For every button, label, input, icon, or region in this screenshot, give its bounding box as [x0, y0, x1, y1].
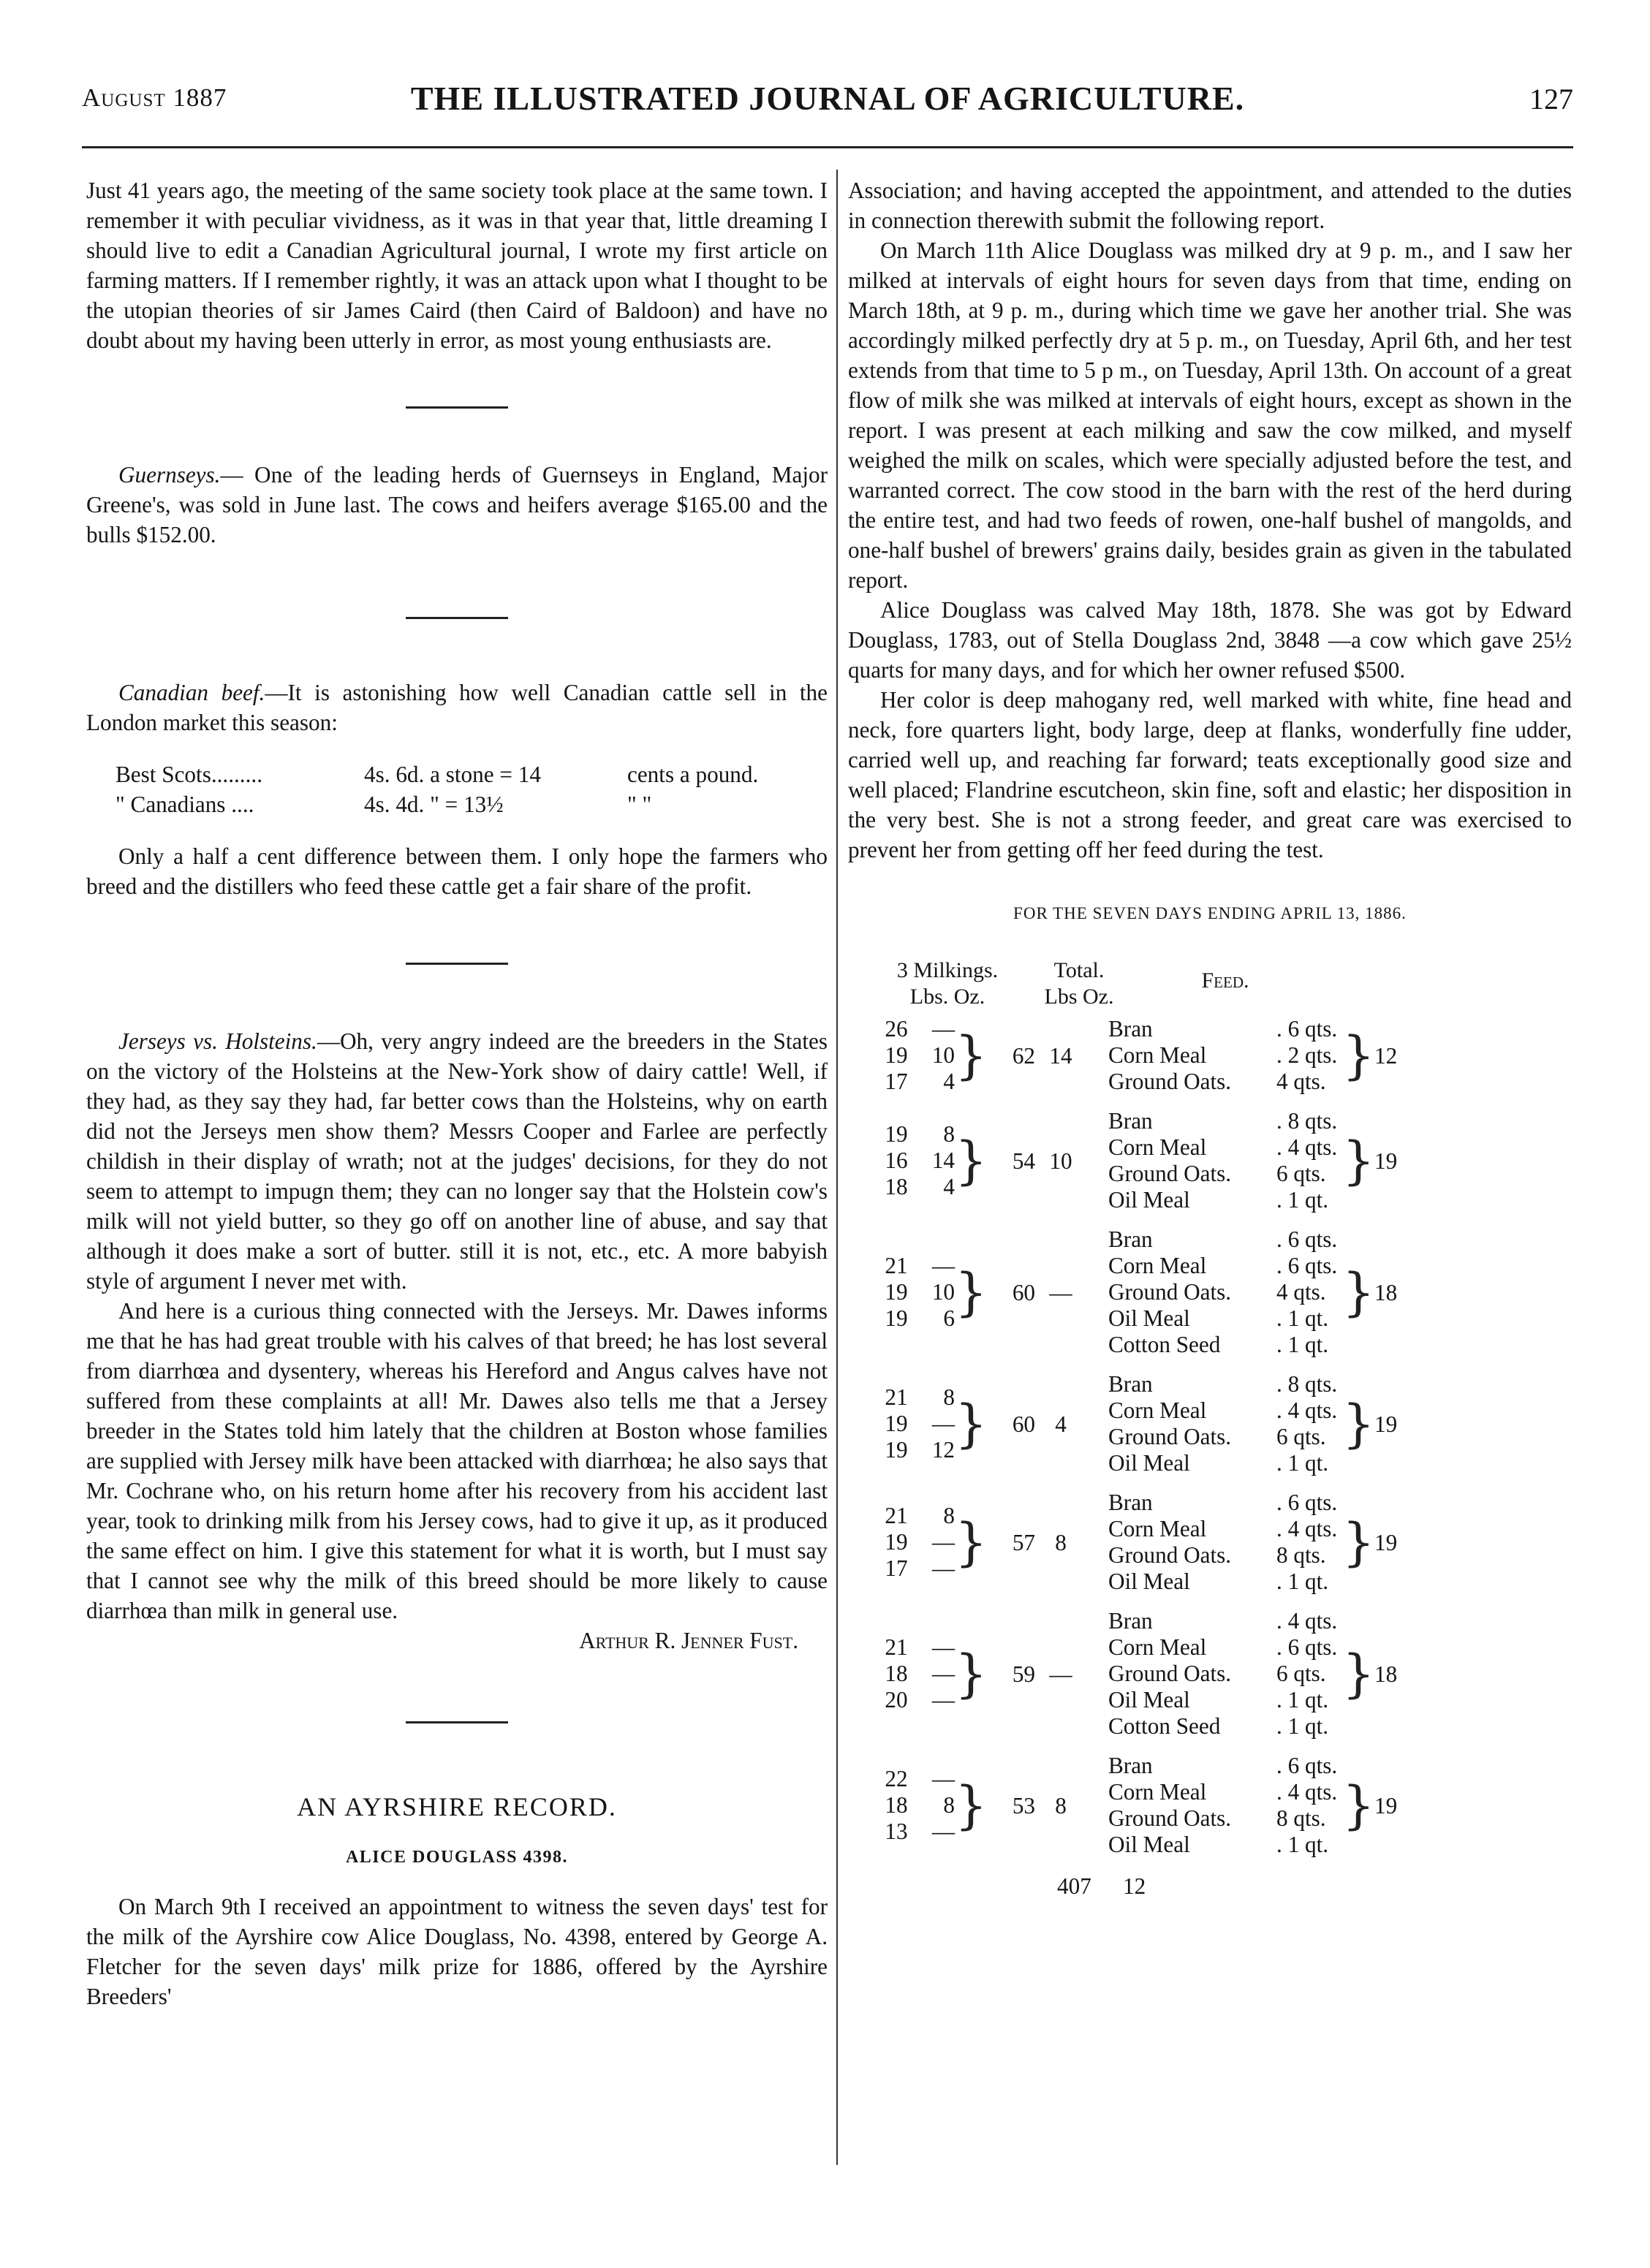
section-divider: [406, 617, 508, 619]
feed-row: [1108, 1332, 1342, 1358]
day-total-lbs: 59: [1012, 1661, 1035, 1687]
day-total-lbs: 54: [1012, 1148, 1035, 1174]
milking-row: [874, 1069, 955, 1095]
feed-name: Ground Oats.: [1108, 1542, 1232, 1568]
feed-quantity: . 4 qts.: [1276, 1397, 1338, 1423]
feed-row: [1108, 1490, 1342, 1516]
feed-name: Oil Meal: [1108, 1832, 1190, 1857]
feed-quantity: 6 qts.: [1276, 1161, 1326, 1186]
feed-name: Ground Oats.: [1108, 1661, 1232, 1686]
milking-row: [874, 1384, 955, 1411]
feed-quantity: . 6 qts.: [1276, 1016, 1338, 1042]
feed-quantity: . 4 qts.: [1276, 1779, 1338, 1805]
total-oz: 12: [1123, 1873, 1146, 1899]
feed-name: Corn Meal: [1108, 1516, 1207, 1541]
jerseys-heading: Jerseys vs. Holsteins.: [118, 1028, 317, 1054]
feed-quantity: 8 qts.: [1276, 1805, 1326, 1831]
milking-oz: —: [931, 1529, 955, 1555]
price-value: 4s. 6d. a stone = 14: [364, 762, 541, 787]
feed-name: Corn Meal: [1108, 1042, 1207, 1068]
column-header-milkings: [874, 957, 1021, 1016]
feed-total-qts: 19: [1374, 1148, 1398, 1174]
feed-quantity: . 4 qts.: [1276, 1516, 1338, 1541]
feed-name: Bran: [1108, 1490, 1153, 1515]
milking-lbs: 26: [885, 1016, 908, 1042]
header-rule: [82, 146, 1573, 148]
feed-row: [1108, 1016, 1342, 1042]
feed-quantity: 4 qts.: [1276, 1279, 1326, 1305]
milking-oz: 6: [943, 1305, 955, 1331]
feed-name: Corn Meal: [1108, 1397, 1207, 1423]
day-total-oz: 14: [1049, 1042, 1072, 1069]
brace-icon: }: [955, 1131, 988, 1191]
feed-quantity: . 8 qts.: [1276, 1371, 1338, 1397]
feed-row: [1108, 1687, 1342, 1713]
day-group: [874, 1016, 1576, 1095]
feed-row: [1108, 1753, 1342, 1779]
jerseys-text: —Oh, very angry indeed are the breeders in the States on the victory of the Holsteins at the New-York show of dairy cattle! Well, if they had, as they say they had, far better cows than the Holsteins, why on earth did not the Jerseys men show them? Messrs Cooper and Farlee are perfectly childish in their display of wrath; not at the judges' decisions, for they do not seem to attempt to impugn them; they can no longer say that the Holstein cow's milk will not yield butter, so they go off on another line of abuse, and say that although it does make a sort of butter. still it is not, etc., etc. A more babyish style of argument I never met with.: [86, 1028, 828, 1294]
milking-row: [874, 1174, 955, 1200]
milking-row: [874, 1529, 955, 1555]
milking-oz: 8: [943, 1503, 955, 1528]
milking-lbs: 18: [885, 1174, 908, 1199]
brace-icon: }: [1342, 1394, 1375, 1454]
feed-row: [1108, 1069, 1342, 1095]
feed-row: [1108, 1108, 1342, 1134]
feed-quantity: . 1 qt.: [1276, 1450, 1329, 1476]
brace-icon: }: [1342, 1131, 1375, 1191]
day-total-oz: 10: [1049, 1148, 1072, 1174]
brace-icon: }: [1342, 1644, 1375, 1704]
feed-row: [1108, 1161, 1342, 1187]
feed-quantity: . 1 qt.: [1276, 1332, 1329, 1357]
milking-lbs: 19: [885, 1529, 908, 1555]
left-column: [86, 175, 828, 2011]
milking-oz: —: [931, 1818, 955, 1844]
milking-row: [874, 1503, 955, 1529]
day-group: [874, 1371, 1576, 1476]
feed-list: [1108, 1016, 1342, 1095]
intro-paragraph: Just 41 years ago, the meeting of the same society took place at the same town. I remember it with peculiar vividness, as it was in that year that, little dreaming I should live to edit a Canadian Agricultural journal, I wrote my first article on farming matters. If I remember rightly, it was an attack upon what I thought to be the utopian theories of sir James Caird (then Caird of Baldoon) and have no doubt about my having been utterly in error, as most young enthusiasts are.: [86, 178, 828, 353]
feed-row: [1108, 1608, 1342, 1634]
milking-lbs: 19: [885, 1121, 908, 1147]
guernseys-paragraph: [86, 460, 828, 550]
milking-rows: [874, 1016, 955, 1095]
price-row-canadians: [86, 789, 828, 819]
feed-quantity: . 4 qts.: [1276, 1134, 1338, 1160]
feed-name: Oil Meal: [1108, 1569, 1190, 1594]
feed-name: Oil Meal: [1108, 1187, 1190, 1213]
guernseys-text: — One of the leading herds of Guernseys in England, Major Greene's, was sold in June last. The cows and heifers average $165.00 and the bulls $152.00.: [86, 462, 828, 547]
milking-row: [874, 1411, 955, 1437]
milking-row: [874, 1555, 955, 1582]
day-total-oz: 4: [1055, 1411, 1067, 1437]
milking-row: [874, 1687, 955, 1713]
feed-name: Corn Meal: [1108, 1253, 1207, 1278]
table-totals: [874, 1871, 1576, 1901]
brace-icon: }: [1342, 1775, 1375, 1835]
feed-row: [1108, 1542, 1342, 1569]
milking-lbs: 20: [885, 1687, 908, 1713]
feed-row: [1108, 1134, 1342, 1161]
feed-quantity: 4 qts.: [1276, 1069, 1326, 1094]
day-total-lbs: 60: [1012, 1279, 1035, 1305]
milking-rows: [874, 1634, 955, 1713]
milking-lbs: 19: [885, 1305, 908, 1331]
feed-row: [1108, 1805, 1342, 1832]
day-group: [874, 1753, 1576, 1858]
beef-heading: Canadian beef.: [118, 680, 265, 705]
day-group: [874, 1226, 1576, 1358]
right-column: [848, 175, 1572, 1901]
feed-list: [1108, 1753, 1342, 1858]
ayrshire-title: AN AYRSHIRE RECORD.: [297, 1792, 617, 1821]
milking-lbs: 13: [885, 1818, 908, 1844]
milking-oz: —: [931, 1016, 955, 1042]
feed-quantity: . 8 qts.: [1276, 1108, 1338, 1134]
table-title: FOR THE SEVEN DAYS ENDING APRIL 13, 1886.: [1013, 904, 1407, 922]
milking-row: [874, 1016, 955, 1042]
brace-icon: }: [955, 1644, 988, 1704]
column-header-feed: Feed.: [1201, 968, 1249, 993]
milking-row: [874, 1121, 955, 1148]
price-row-scots: [86, 759, 828, 789]
feed-row: [1108, 1279, 1342, 1305]
feed-name: Ground Oats.: [1108, 1805, 1232, 1831]
feed-name: Bran: [1108, 1371, 1153, 1397]
milking-row: [874, 1661, 955, 1687]
feed-quantity: 6 qts.: [1276, 1661, 1326, 1686]
milking-lbs: 18: [885, 1792, 908, 1818]
milking-oz: 8: [943, 1121, 955, 1147]
feed-row: [1108, 1305, 1342, 1332]
milking-oz: —: [931, 1766, 955, 1791]
table-header: [874, 957, 1576, 1016]
milking-lbs: 21: [885, 1634, 908, 1660]
milking-oz: 14: [931, 1148, 955, 1173]
feed-name: Bran: [1108, 1608, 1153, 1634]
feed-row: [1108, 1661, 1342, 1687]
feed-name: Bran: [1108, 1016, 1153, 1042]
brace-icon: }: [1342, 1025, 1375, 1085]
day-group: [874, 1490, 1576, 1595]
ayrshire-paragraph: On March 9th I received an appointment to witness the seven days' test for the milk of the Ayrshire cow Alice Douglass, No. 4398, entered by George A. Fletcher for the seven days' milk prize for 1886, offered by the Ayrshire Breeders': [86, 1894, 828, 2009]
report-paragraph-3: Alice Douglass was calved May 18th, 1878. She was got by Edward Douglass, 1783, out of Stella Douglass 2nd, 3848 —a cow which gave 25½ quarts for many days, and for which her owner refused $500.: [848, 597, 1572, 683]
milking-row: [874, 1818, 955, 1845]
feed-name: Corn Meal: [1108, 1634, 1207, 1660]
brace-icon: }: [955, 1775, 988, 1835]
feed-name: Ground Oats.: [1108, 1424, 1232, 1449]
page-header: [82, 79, 1573, 123]
day-total-lbs: 60: [1012, 1411, 1035, 1437]
feed-name: Cotton Seed: [1108, 1713, 1221, 1739]
feed-name: Corn Meal: [1108, 1134, 1207, 1160]
price-label: Best Scots.........: [116, 762, 262, 787]
milking-oz: 8: [943, 1384, 955, 1410]
brace-icon: }: [955, 1512, 988, 1572]
feed-quantity: . 6 qts.: [1276, 1253, 1338, 1278]
feed-quantity: . 6 qts.: [1276, 1753, 1338, 1778]
milking-lbs: 17: [885, 1555, 908, 1581]
ayrshire-subtitle: ALICE DOUGLASS 4398.: [345, 1848, 569, 1867]
milking-lbs: 22: [885, 1766, 908, 1791]
feed-row: [1108, 1832, 1342, 1858]
milking-oz: —: [931, 1555, 955, 1581]
day-total-lbs: 62: [1012, 1042, 1035, 1069]
jerseys-paragraph-2: And here is a curious thing connected with the Jerseys. Mr. Dawes informs me that he has had great trouble with his calves of that breed; he has lost several from diarrhœa and dysentery, whereas his Hereford and Angus calves have not suffered from these complaints at all! Mr. Dawes also tells me that a Jersey breeder in the States told him lately that the children at Boston whose families are supplied with Jersey milk have been attacked with diarrhœa; he also says that Mr. Cochrane who, on his return home after his recovery from his accident last year, took to drinking milk from his Jersey cows, had to give it up, as it produced the same effect on him. I give this statement for what it is worth, but I must say that I cannot see why the milk of this breed should be more likely to cause diarrhœa than milk in general use.: [86, 1298, 828, 1623]
milking-oz: —: [931, 1253, 955, 1278]
feed-total-qts: 12: [1374, 1042, 1398, 1069]
day-group: [874, 1108, 1576, 1213]
total-lbs: 407: [1057, 1873, 1091, 1899]
journal-title: THE ILLUSTRATED JOURNAL OF AGRICULTURE.: [410, 80, 1245, 117]
feed-list: [1108, 1108, 1342, 1213]
milking-lbs: 21: [885, 1253, 908, 1278]
author-signature: Arthur R. Jenner Fust.: [579, 1628, 798, 1653]
price-value: 4s. 4d. " = 13½: [364, 792, 504, 817]
report-paragraph-4: Her color is deep mahogany red, well marked with white, fine head and neck, fore quarters light, body large, deep at flanks, wonderfully fine udder, carried well up, and reaching far forward; teats exceptionally good size and well placed; Flandrine escutcheon, skin fine, soft and elastic; her disposition in the very best. She is not a strong feeder, and great care was exercised to prevent her from getting off her feed during the test.: [848, 687, 1572, 862]
milking-oz: 12: [931, 1437, 955, 1463]
brace-icon: }: [1342, 1512, 1375, 1572]
brace-icon: }: [1342, 1262, 1375, 1322]
feed-row: [1108, 1779, 1342, 1805]
milking-row: [874, 1305, 955, 1332]
feed-total-qts: 18: [1374, 1661, 1398, 1687]
price-unit: " ": [627, 792, 652, 817]
feed-quantity: . 6 qts.: [1276, 1634, 1338, 1660]
section-divider: [406, 406, 508, 409]
feed-row: [1108, 1042, 1342, 1069]
feed-quantity: . 1 qt.: [1276, 1713, 1329, 1739]
brace-icon: }: [955, 1394, 988, 1454]
column-rule: [836, 170, 838, 2165]
feed-list: [1108, 1226, 1342, 1358]
feed-name: Oil Meal: [1108, 1305, 1190, 1331]
feed-row: [1108, 1397, 1342, 1424]
milking-rows: [874, 1503, 955, 1582]
milking-lbs: 21: [885, 1503, 908, 1528]
milkings-label: 3 Milkings.: [896, 958, 999, 982]
feed-row: [1108, 1634, 1342, 1661]
page-number: 127: [1529, 83, 1573, 115]
price-unit: cents a pound.: [627, 762, 759, 787]
milking-lbs: 19: [885, 1437, 908, 1463]
feed-quantity: . 4 qts.: [1276, 1608, 1338, 1634]
milking-lbs: 19: [885, 1279, 908, 1305]
milking-oz: —: [931, 1634, 955, 1660]
feed-quantity: 6 qts.: [1276, 1424, 1326, 1449]
milking-rows: [874, 1766, 955, 1845]
feed-list: [1108, 1608, 1342, 1740]
day-total-oz: —: [1049, 1661, 1072, 1687]
feed-name: Corn Meal: [1108, 1779, 1207, 1805]
feed-total-qts: 19: [1374, 1529, 1398, 1555]
milking-lbs: 17: [885, 1069, 908, 1094]
day-total-oz: 8: [1055, 1529, 1067, 1555]
milking-rows: [874, 1121, 955, 1200]
milking-oz: —: [931, 1661, 955, 1686]
milking-lbs: 21: [885, 1384, 908, 1410]
feed-total-qts: 19: [1374, 1411, 1398, 1437]
milking-oz: 4: [943, 1174, 955, 1199]
brace-icon: }: [955, 1025, 988, 1085]
feed-row: [1108, 1226, 1342, 1253]
brace-icon: }: [955, 1262, 988, 1322]
milking-oz: 4: [943, 1069, 955, 1094]
day-total-oz: —: [1049, 1279, 1072, 1305]
issue-date: August 1887: [82, 83, 227, 112]
feed-name: Oil Meal: [1108, 1450, 1190, 1476]
feed-row: [1108, 1450, 1342, 1476]
beef-after-paragraph: Only a half a cent difference between them. I only hope the farmers who breed and the distillers who feed these cattle get a fair share of the profit.: [86, 843, 828, 899]
day-total-lbs: 57: [1012, 1529, 1035, 1555]
milking-lbs: 19: [885, 1042, 908, 1068]
feed-quantity: . 1 qt.: [1276, 1832, 1329, 1857]
day-group: [874, 1608, 1576, 1740]
day-total-lbs: 53: [1012, 1792, 1035, 1818]
feed-quantity: . 2 qts.: [1276, 1042, 1338, 1068]
feed-row: [1108, 1253, 1342, 1279]
milking-row: [874, 1279, 955, 1305]
milking-row: [874, 1634, 955, 1661]
milking-oz: 8: [943, 1792, 955, 1818]
feed-name: Ground Oats.: [1108, 1279, 1232, 1305]
milkings-units: Lbs. Oz.: [909, 985, 985, 1009]
feed-total-qts: 19: [1374, 1792, 1398, 1818]
milk-record-table: [874, 957, 1576, 1901]
feed-quantity: . 1 qt.: [1276, 1569, 1329, 1594]
total-label: Total.: [1053, 958, 1105, 982]
feed-quantity: . 1 qt.: [1276, 1305, 1329, 1331]
feed-row: [1108, 1569, 1342, 1595]
section-divider: [406, 963, 508, 965]
beef-paragraph: [86, 678, 828, 737]
feed-name: Bran: [1108, 1226, 1153, 1252]
guernseys-heading: Guernseys.: [118, 462, 221, 488]
milking-row: [874, 1766, 955, 1792]
milking-row: [874, 1253, 955, 1279]
feed-row: [1108, 1516, 1342, 1542]
beef-text: —It is astonishing how well Canadian cattle sell in the London market this season:: [86, 680, 828, 735]
milking-oz: 10: [931, 1042, 955, 1068]
feed-row: [1108, 1424, 1342, 1450]
feed-name: Ground Oats.: [1108, 1161, 1232, 1186]
milking-oz: —: [931, 1687, 955, 1713]
price-label: " Canadians ....: [116, 792, 254, 817]
feed-name: Bran: [1108, 1108, 1153, 1134]
feed-name: Oil Meal: [1108, 1687, 1190, 1713]
milking-lbs: 19: [885, 1411, 908, 1436]
feed-row: [1108, 1371, 1342, 1397]
feed-row: [1108, 1187, 1342, 1213]
column-header-total: [1021, 957, 1138, 1016]
jerseys-paragraph: [86, 1026, 828, 1296]
feed-quantity: . 1 qt.: [1276, 1187, 1329, 1213]
milking-rows: [874, 1253, 955, 1332]
feed-quantity: 8 qts.: [1276, 1542, 1326, 1568]
report-paragraph-1: Association; and having accepted the appointment, and attended to the duties in connection therewith submit the following report.: [848, 178, 1572, 233]
milking-oz: 10: [931, 1279, 955, 1305]
feed-total-qts: 18: [1374, 1279, 1398, 1305]
milking-row: [874, 1148, 955, 1174]
milking-rows: [874, 1384, 955, 1463]
milking-row: [874, 1792, 955, 1818]
feed-list: [1108, 1490, 1342, 1595]
milking-lbs: 16: [885, 1148, 908, 1173]
feed-name: Ground Oats.: [1108, 1069, 1232, 1094]
feed-quantity: . 1 qt.: [1276, 1687, 1329, 1713]
total-units: Lbs Oz.: [1044, 985, 1114, 1009]
milking-row: [874, 1437, 955, 1463]
feed-name: Cotton Seed: [1108, 1332, 1221, 1357]
feed-name: Bran: [1108, 1753, 1153, 1778]
feed-row: [1108, 1713, 1342, 1740]
section-divider: [406, 1721, 508, 1723]
feed-quantity: . 6 qts.: [1276, 1226, 1338, 1252]
day-total-oz: 8: [1055, 1792, 1067, 1818]
feed-quantity: . 6 qts.: [1276, 1490, 1338, 1515]
feed-list: [1108, 1371, 1342, 1476]
milking-row: [874, 1042, 955, 1069]
milking-oz: —: [931, 1411, 955, 1436]
report-paragraph-2: On March 11th Alice Douglass was milked dry at 9 p. m., and I saw her milked at intervals of eight hours for seven days from that time, ending on March 18th, at 9 p. m., during which time we gave her another trial. She was accordingly milked perfectly dry at 5 p. m., on Tuesday, April 6th, and her test extends from that time to 5 p m., on Tuesday, April 13th. On account of a great flow of milk she was milked at intervals of eight hours, except as shown in the report. I was present at each milking and saw the cow milked, and myself weighed the milk on scales, which were specially adjusted before the test, and warranted correct. The cow stood in the barn with the rest of the herd during the entire test, and had two feeds of rowen, one-half bushel of mangolds, and one-half bushel of brewers' grains daily, besides grain as given in the tabulated report.: [848, 238, 1572, 593]
milking-lbs: 18: [885, 1661, 908, 1686]
